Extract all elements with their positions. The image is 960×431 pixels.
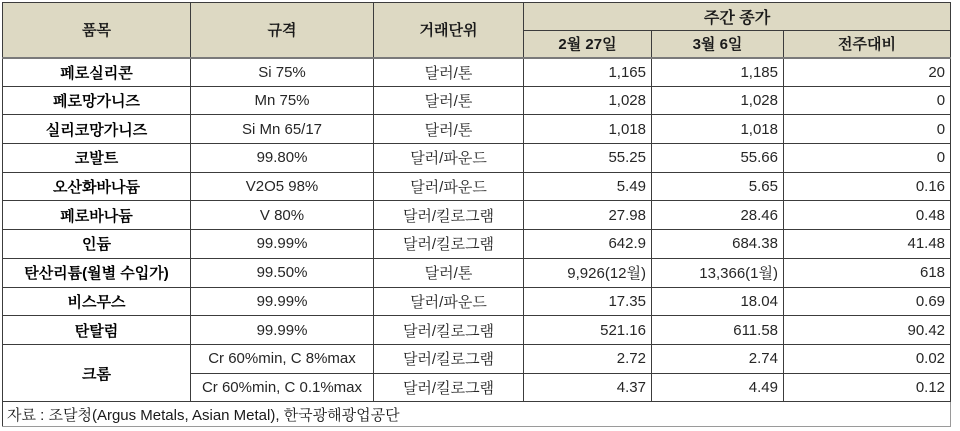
item-cell: 코발트 <box>3 144 191 173</box>
spec-cell: 99.50% <box>191 258 374 287</box>
table-row-chromium-1 <box>3 344 951 373</box>
diff-cell: 0.16 <box>784 172 951 201</box>
unit-cell: 달러/톤 <box>374 58 524 87</box>
spec-cell: 99.99% <box>191 287 374 316</box>
price-mar6-cell: 1,018 <box>652 115 784 144</box>
spec-cell: Si Mn 65/17 <box>191 115 374 144</box>
item-cell: 페로망가니즈 <box>3 86 191 115</box>
diff-cell: 0.48 <box>784 201 951 230</box>
table-row-tantalum <box>3 316 951 345</box>
spec-cell: 99.80% <box>191 144 374 173</box>
price-feb27-cell: 27.98 <box>524 201 652 230</box>
unit-cell: 달러/킬로그램 <box>374 230 524 259</box>
spec-cell: 99.99% <box>191 230 374 259</box>
item-cell: 오산화바나듐 <box>3 172 191 201</box>
unit-cell: 달러/파운드 <box>374 172 524 201</box>
item-cell: 크롬 <box>3 344 191 401</box>
price-mar6-cell: 55.66 <box>652 144 784 173</box>
spec-cell: Mn 75% <box>191 86 374 115</box>
price-mar6-cell: 684.38 <box>652 230 784 259</box>
unit-cell: 달러/톤 <box>374 86 524 115</box>
diff-cell: 618 <box>784 258 951 287</box>
spec-cell: Cr 60%min, C 8%max <box>191 344 374 373</box>
diff-cell: 20 <box>784 58 951 87</box>
price-feb27-cell: 1,028 <box>524 86 652 115</box>
table-row-ferrovanadium <box>3 201 951 230</box>
item-cell: 탄산리튬(월별 수입가) <box>3 258 191 287</box>
unit-cell: 달러/톤 <box>374 258 524 287</box>
price-mar6-cell: 611.58 <box>652 316 784 345</box>
table-body <box>3 58 951 402</box>
price-mar6-cell: 28.46 <box>652 201 784 230</box>
unit-cell: 달러/킬로그램 <box>374 344 524 373</box>
price-feb27-cell: 1,018 <box>524 115 652 144</box>
col-header-weekly-close: 주간 종가 <box>524 3 951 31</box>
price-mar6-cell: 1,028 <box>652 86 784 115</box>
diff-cell: 41.48 <box>784 230 951 259</box>
price-feb27-cell: 55.25 <box>524 144 652 173</box>
source-row <box>3 402 951 427</box>
spec-cell: 99.99% <box>191 316 374 345</box>
price-feb27-cell: 5.49 <box>524 172 652 201</box>
table-row-cobalt <box>3 144 951 173</box>
table-header <box>3 3 951 58</box>
col-header-spec: 규격 <box>191 3 374 58</box>
item-cell: 탄탈럼 <box>3 316 191 345</box>
source-note: 자료 : 조달청(Argus Metals, Asian Metal), 한국광해광업공단 <box>3 402 951 427</box>
table-footer <box>3 402 951 427</box>
diff-cell: 90.42 <box>784 316 951 345</box>
table-row-vanadium-pentoxide <box>3 172 951 201</box>
spec-cell: Cr 60%min, C 0.1%max <box>191 373 374 402</box>
price-feb27-cell: 2.72 <box>524 344 652 373</box>
unit-cell: 달러/킬로그램 <box>374 201 524 230</box>
weekly-metal-price-table <box>2 2 951 427</box>
col-header-unit: 거래단위 <box>374 3 524 58</box>
price-mar6-cell: 13,366(1월) <box>652 258 784 287</box>
unit-cell: 달러/킬로그램 <box>374 316 524 345</box>
diff-cell: 0.12 <box>784 373 951 402</box>
price-mar6-cell: 18.04 <box>652 287 784 316</box>
diff-cell: 0 <box>784 144 951 173</box>
price-feb27-cell: 9,926(12월) <box>524 258 652 287</box>
price-feb27-cell: 17.35 <box>524 287 652 316</box>
price-mar6-cell: 4.49 <box>652 373 784 402</box>
spec-cell: V 80% <box>191 201 374 230</box>
diff-cell: 0 <box>784 86 951 115</box>
table-row-ferrosilicon <box>3 58 951 87</box>
item-cell: 인듐 <box>3 230 191 259</box>
item-cell: 비스무스 <box>3 287 191 316</box>
diff-cell: 0.02 <box>784 344 951 373</box>
col-header-date-feb27: 2월 27일 <box>524 31 652 58</box>
spec-cell: Si 75% <box>191 58 374 87</box>
table-row-silicomanganese <box>3 115 951 144</box>
price-mar6-cell: 1,185 <box>652 58 784 87</box>
price-feb27-cell: 4.37 <box>524 373 652 402</box>
table-row-lithium-carbonate <box>3 258 951 287</box>
table-row-indium <box>3 230 951 259</box>
col-header-week-over-week: 전주대비 <box>784 31 951 58</box>
table-row-bismuth <box>3 287 951 316</box>
diff-cell: 0.69 <box>784 287 951 316</box>
price-feb27-cell: 642.9 <box>524 230 652 259</box>
price-feb27-cell: 521.16 <box>524 316 652 345</box>
price-mar6-cell: 5.65 <box>652 172 784 201</box>
price-mar6-cell: 2.74 <box>652 344 784 373</box>
unit-cell: 달러/파운드 <box>374 287 524 316</box>
col-header-item: 품목 <box>3 3 191 58</box>
item-cell: 페로실리콘 <box>3 58 191 87</box>
price-feb27-cell: 1,165 <box>524 58 652 87</box>
unit-cell: 달러/톤 <box>374 115 524 144</box>
item-cell: 페로바나듐 <box>3 201 191 230</box>
table-row-ferromanganese <box>3 86 951 115</box>
item-cell: 실리코망가니즈 <box>3 115 191 144</box>
diff-cell: 0 <box>784 115 951 144</box>
unit-cell: 달러/파운드 <box>374 144 524 173</box>
unit-cell: 달러/킬로그램 <box>374 373 524 402</box>
col-header-date-mar6: 3월 6일 <box>652 31 784 58</box>
spec-cell: V2O5 98% <box>191 172 374 201</box>
